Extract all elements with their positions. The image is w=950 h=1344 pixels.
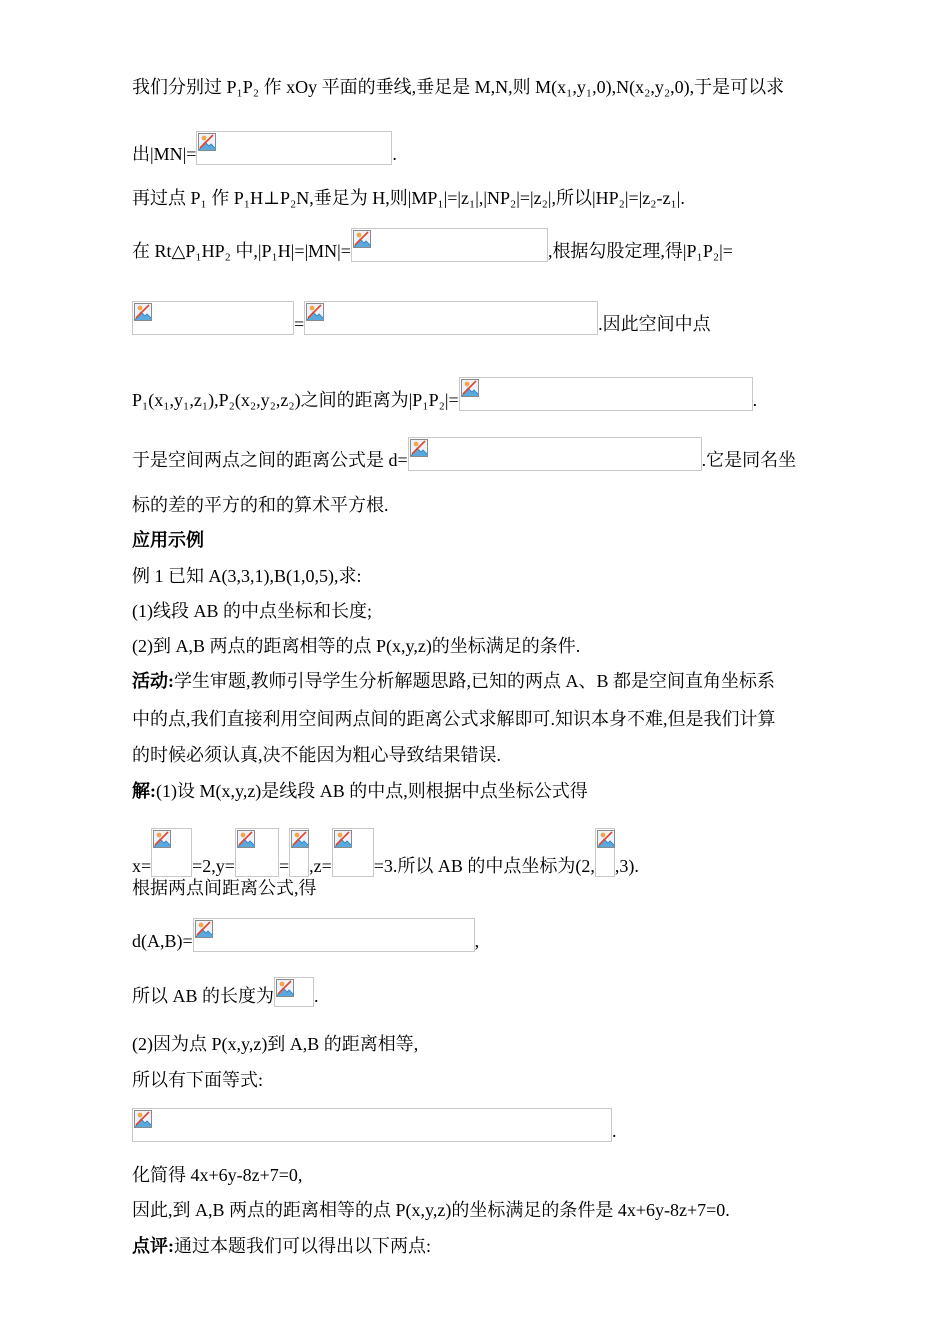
- para-line-1: 我们分别过 P₁P₂ 作 xOy 平面的垂线,垂足是 M,N,则 M(x₁,y₁,0),N(x₂,y₂,0),于是可以求: [132, 77, 785, 97]
- formula-image-x: [151, 828, 192, 877]
- para-line-7: 于是空间两点之间的距离公式是 d= .它是同名坐: [132, 437, 796, 471]
- para-line-8: 标的差的平方的和的算术平方根.: [132, 495, 389, 515]
- part2-line-1: (2)因为点 P(x,y,z)到 A,B 的距离相等,: [132, 1034, 419, 1054]
- para-line-4: 在 Rt△P₁HP₂ 中,|P₁H|=|MN|= ,根据勾股定理,得|P₁P₂|=: [132, 228, 733, 262]
- equation-line: .: [132, 1108, 617, 1142]
- distance-line: d(A,B)= ,: [132, 918, 479, 952]
- para-line-5: = .因此空间中点: [132, 301, 711, 335]
- broken-image-icon: [291, 830, 309, 848]
- solution-line-1: 解:(1)设 M(x,y,z)是线段 AB 的中点,则根据中点坐标公式得: [132, 781, 588, 801]
- activity-line-2: 中的点,我们直接利用空间两点间的距离公式求解即可.知识本身不难,但是我们计算: [132, 709, 776, 729]
- broken-image-icon: [597, 830, 615, 848]
- simplify-line: 化简得 4x+6y-8z+7=0,: [132, 1165, 303, 1185]
- broken-image-icon: [153, 830, 171, 848]
- broken-image-icon: [306, 303, 324, 321]
- formula-image-p1p2-b: [304, 301, 598, 335]
- length-line: 所以 AB 的长度为 .: [132, 977, 319, 1007]
- broken-image-icon: [198, 133, 216, 151]
- formula-image-distance-formula: [408, 437, 702, 471]
- formula-image-mid-y: [595, 828, 615, 877]
- para-line-2: 出|MN|= .: [132, 131, 397, 165]
- broken-image-icon: [237, 830, 255, 848]
- comment-line: 点评:通过本题我们可以得出以下两点:: [132, 1236, 431, 1256]
- formula-image-mn: [196, 131, 392, 165]
- formula-image-equation: [132, 1108, 612, 1142]
- formula-image-y: [235, 828, 279, 877]
- section-heading: 应用示例: [132, 530, 204, 550]
- activity-line-3: 的时候必须认真,决不能因为粗心导致结果错误.: [132, 745, 501, 765]
- broken-image-icon: [353, 230, 371, 248]
- example-question-1: (1)线段 AB 的中点坐标和长度;: [132, 601, 372, 621]
- broken-image-icon: [461, 379, 479, 397]
- formula-image-p1h: [351, 228, 548, 262]
- broken-image-icon: [410, 439, 428, 457]
- para-line-3: 再过点 P₁ 作 P₁H⊥P₂N,垂足为 H,则|MP₁|=|z₁|,|NP₂|=|z₂|,所以|HP₂|=|z₂-z₁|.: [132, 188, 685, 208]
- part2-line-2: 所以有下面等式:: [132, 1070, 264, 1090]
- formula-image-dab: [193, 918, 475, 952]
- formula-image-p1p2-a: [132, 301, 294, 335]
- midpoint-line: x= =2,y= = ,z= =3.所以 AB 的中点坐标为(2, ,3).: [132, 828, 639, 877]
- broken-image-icon: [276, 979, 294, 997]
- formula-image-length: [274, 977, 314, 1007]
- broken-image-icon: [195, 920, 213, 938]
- broken-image-icon: [334, 830, 352, 848]
- example-question-2: (2)到 A,B 两点的距离相等的点 P(x,y,z)的坐标满足的条件.: [132, 636, 581, 656]
- formula-image-distance: [459, 377, 753, 411]
- broken-image-icon: [134, 1110, 152, 1128]
- broken-image-icon: [134, 303, 152, 321]
- conclusion-line: 因此,到 A,B 两点的距离相等的点 P(x,y,z)的坐标满足的条件是 4x+6y-8z+7=0.: [132, 1200, 730, 1220]
- formula-image-y-value: [289, 828, 309, 877]
- formula-image-z: [332, 828, 374, 877]
- distance-intro: 根据两点间距离公式,得: [132, 878, 317, 898]
- activity-line-1: 活动:学生审题,教师引导学生分析解题思路,已知的两点 A、B 都是空间直角坐标系: [132, 671, 776, 691]
- example-title: 例 1 已知 A(3,3,1),B(1,0,5),求:: [132, 566, 362, 586]
- para-line-6: P₁(x₁,y₁,z₁),P₂(x₂,y₂,z₂)之间的距离为|P₁P₂|= .: [132, 377, 757, 411]
